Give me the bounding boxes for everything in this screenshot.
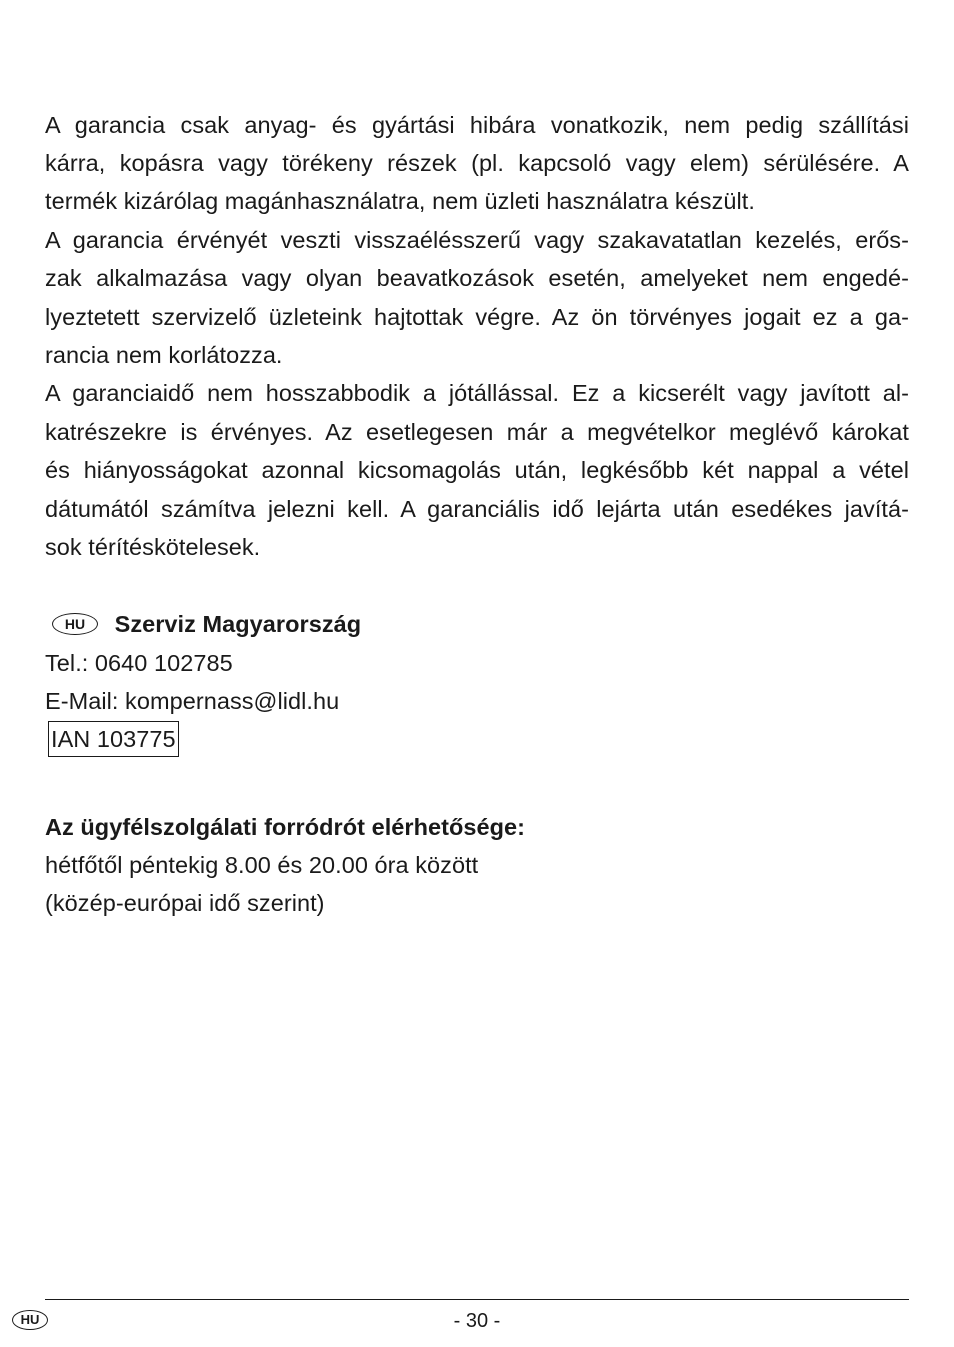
body-line-7: rancia nem korlátozza.: [45, 342, 283, 368]
body-line-6: lyeztetett szervizelő üzleteink hajtottak végre. Az ön törvényes jogait ez a ga-: [45, 304, 909, 330]
country-badge: HU: [52, 613, 98, 635]
body-line-10: és hiányosságokat azonnal kicsomagolás után, legkésőbb két nappal a vétel: [45, 457, 909, 483]
ian-block: [48, 721, 179, 757]
body-line-4: A garancia érvényét veszti visszaélésszerű vagy szakavatatlan kezelés, erős-: [45, 227, 909, 253]
footer-divider: [45, 1299, 909, 1300]
service-phone: Tel.: 0640 102785: [45, 650, 233, 676]
service-email: E-Mail: kompernass@lidl.hu: [45, 688, 340, 714]
body-line-11: dátumától számítva jelezni kell. A garanciális idő lejárta után esedékes javítá-: [45, 496, 909, 522]
hotline-timezone: (közép-európai idő szerint): [45, 890, 325, 916]
body-line-12: sok térítéskötelesek.: [45, 534, 261, 560]
hotline-heading: Az ügyfélszolgálati forródrót elérhetősége:: [45, 814, 526, 840]
body-line-9: katrészekre is érvényes. Az esetlegesen már a megvételkor meglévő károkat: [45, 419, 909, 445]
footer-country-badge: HU: [12, 1310, 48, 1330]
body-line-8: A garanciaidő nem hosszabbodik a jótállással. Ez a kicserélt vagy javított al-: [45, 380, 909, 406]
hotline-hours: hétfőtől péntekig 8.00 és 20.00 óra között: [45, 852, 479, 878]
body-line-2: kárra, kopásra vagy törékeny részek (pl. kapcsoló vagy elem) sérülésére. A: [45, 150, 909, 176]
body-line-1: A garancia csak anyag- és gyártási hibára vonatkozik, nem pedig szállítási: [45, 112, 909, 138]
page-number: - 30 -: [453, 1310, 501, 1332]
ian-number: IAN 103775: [48, 721, 179, 757]
service-title: Szerviz Magyarország: [114, 611, 362, 637]
service-heading: [52, 609, 361, 639]
body-line-5: zak alkalmazása vagy olyan beavatkozások esetén, amelyeket nem engedé-: [45, 265, 909, 291]
body-line-3: termék kizárólag magánhasználatra, nem üzleti használatra készült.: [45, 188, 755, 214]
